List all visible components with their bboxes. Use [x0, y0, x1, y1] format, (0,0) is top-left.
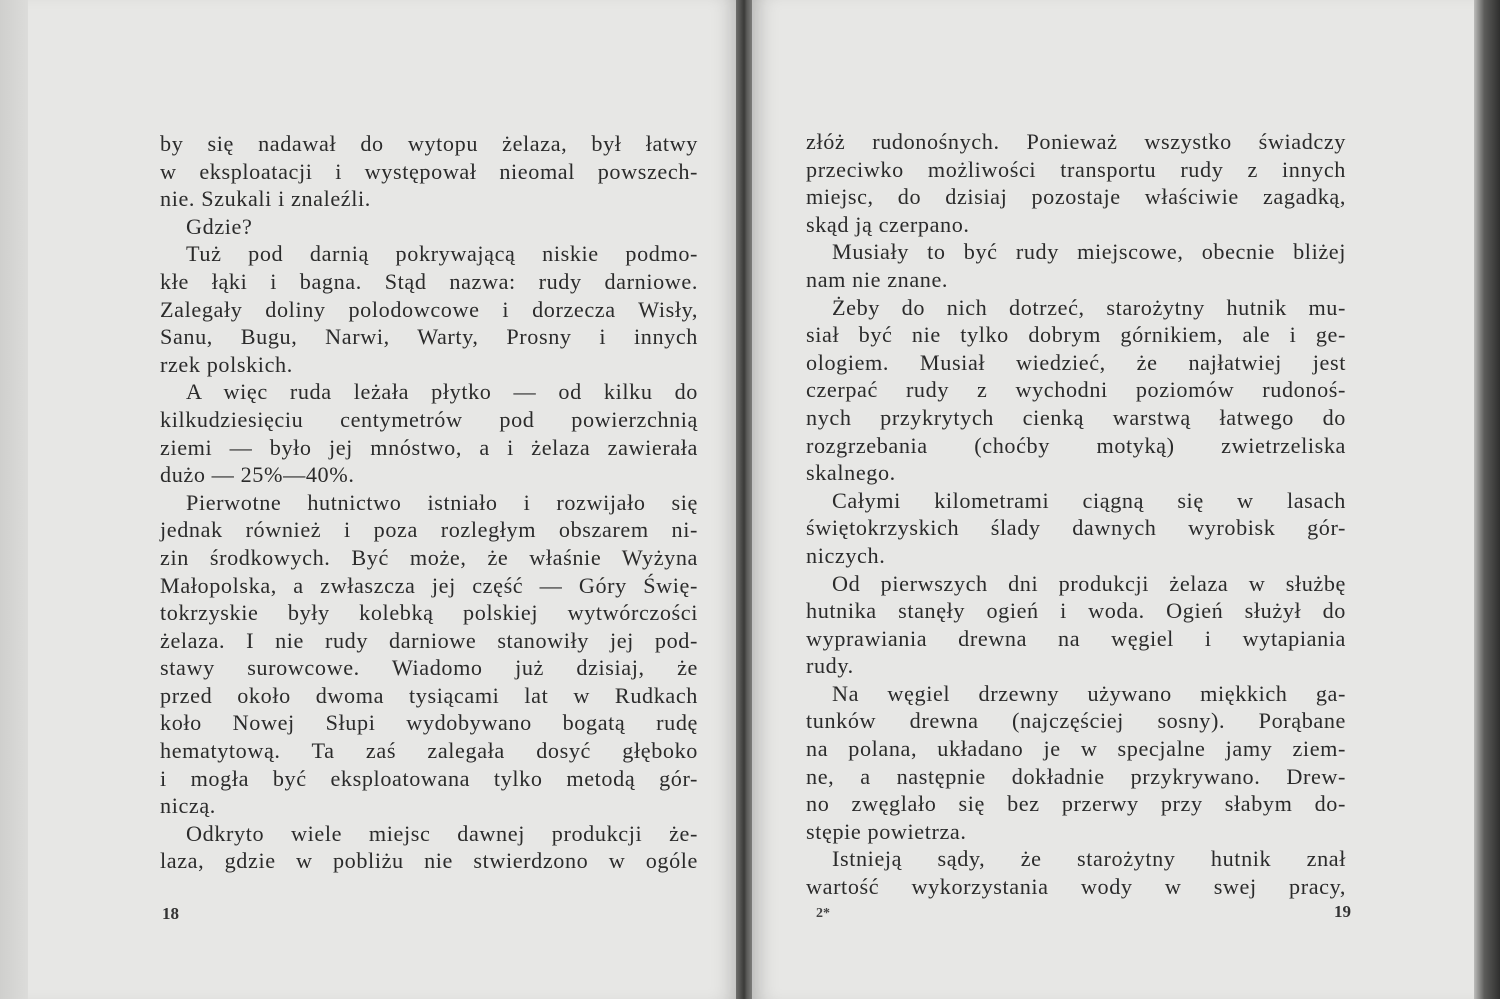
text-line: czerpać rudy z wychodni poziomów rudonoś-: [806, 377, 1346, 403]
text-line: wyprawiania drewna na węgiel i wytapiania: [806, 625, 1346, 651]
text-line: nie. Szukali i znaleźli.: [160, 186, 371, 212]
text-line: Odkryto wiele miejsc dawnej produkcji że-: [186, 820, 698, 846]
right-page-number: 19: [1334, 902, 1351, 921]
text-line: skąd ją czerpano.: [806, 211, 970, 237]
text-line: wartość wykorzystania wody w swej pracy,: [806, 874, 1346, 900]
text-line: rzek polskich.: [160, 351, 293, 377]
text-line: nam nie znane.: [806, 266, 949, 292]
text-line: miejsc, do dzisiaj pozostaje właściwie zagadką,: [806, 184, 1346, 210]
text-line: Zalegały doliny polodowcowe i dorzecza Wisły,: [160, 296, 698, 322]
text-line: siał być nie tylko dobrym górnikiem, ale i ge-: [806, 322, 1346, 348]
text-line: Od pierwszych dni produkcji żelaza w służbę: [832, 570, 1346, 596]
text-line: laza, gdzie w pobliżu nie stwierdzono w ogóle: [160, 848, 698, 874]
text-line: nych przykrytych cienką warstwą łatwego do: [806, 404, 1346, 430]
text-line: Musiały to być rudy miejscowe, obecnie bliżej: [832, 239, 1346, 265]
text-line: rozgrzebania (choćby motyką) zwietrzeliska: [806, 432, 1346, 458]
text-line: przed około dwoma tysiącami lat w Rudkach: [160, 682, 698, 708]
text-line: w eksploatacji i występował nieomal powszech-: [160, 158, 698, 184]
text-line: Na węgiel drzewny używano miękkich ga-: [832, 680, 1346, 706]
text-line: koło Nowej Słupi wydobywano bogatą rudę: [160, 710, 698, 736]
text-line: Gdzie?: [186, 213, 253, 239]
text-line: ziemi — było jej mnóstwo, a i żelaza zawierała: [160, 434, 698, 460]
text-line: świętokrzyskich ślady dawnych wyrobisk gór-: [806, 515, 1346, 541]
text-line: kłe łąki i bagna. Stąd nazwa: rudy darniowe.: [160, 268, 698, 294]
text-line: na polana, układano je w specjalne jamy ziem-: [806, 736, 1346, 762]
left-book-edge: [0, 0, 28, 999]
text-line: Tuż pod darnią pokrywającą niskie podmo-: [186, 241, 698, 267]
text-line: Żeby do nich dotrzeć, starożytny hutnik mu-: [832, 294, 1346, 320]
text-line: Całymi kilometrami ciągną się w lasach: [832, 487, 1346, 513]
left-page-text: [160, 130, 698, 875]
text-line: stawy surowcowe. Wiadomo już dzisiaj, że: [160, 655, 698, 681]
text-line: Małopolska, a zwłaszcza jej część — Góry Świę-: [160, 572, 698, 598]
text-line: A więc ruda leżała płytko — od kilku do: [186, 379, 698, 405]
text-line: żelaza. I nie rudy darniowe stanowiły jej pod-: [160, 627, 698, 653]
text-line: ne, a następnie dokładnie przykrywano. Drew-: [806, 763, 1346, 789]
text-line: ologiem. Musiał wiedzieć, że najłatwiej jest: [806, 349, 1346, 375]
text-line: niczych.: [806, 542, 886, 568]
signature-mark: 2*: [816, 906, 830, 921]
text-line: przeciwko możliwości transportu rudy z innych: [806, 156, 1346, 182]
text-line: hematytową. Ta zaś zalegała dosyć głęboko: [160, 738, 698, 764]
text-line: kilkudziesięciu centymetrów pod powierzchnią: [160, 406, 698, 432]
left-page-number: 18: [162, 904, 179, 923]
text-line: skalnego.: [806, 460, 896, 486]
text-line: Sanu, Bugu, Narwi, Warty, Prosny i innych: [160, 324, 698, 350]
text-line: jednak również i poza rozległym obszarem ni-: [160, 517, 698, 543]
text-line: Istnieją sądy, że starożytny hutnik znał: [832, 846, 1346, 872]
text-line: stępie powietrza.: [806, 818, 967, 844]
text-line: tunków drewna (najczęściej sosny). Porąbane: [806, 708, 1346, 734]
text-line: hutnika stanęły ogień i woda. Ogień służył do: [806, 598, 1346, 624]
right-page-text: [806, 128, 1346, 901]
text-line: Pierwotne hutnictwo istniało i rozwijało się: [186, 489, 698, 515]
text-line: zin środkowych. Być może, że właśnie Wyżyna: [160, 544, 698, 570]
text-line: no zwęglało się bez przerwy przy słabym do-: [806, 791, 1346, 817]
text-line: niczą.: [160, 793, 216, 819]
text-line: złóż rudonośnych. Ponieważ wszystko świadczy: [806, 129, 1346, 154]
right-book-edge: [1474, 0, 1500, 999]
text-line: by się nadawał do wytopu żelaza, był łatwy: [160, 131, 698, 156]
text-line: dużo — 25%—40%.: [160, 462, 355, 488]
text-line: i mogła być eksploatowana tylko metodą gór-: [160, 765, 698, 791]
text-line: tokrzyskie były kolebką polskiej wytwórczości: [160, 600, 698, 626]
text-line: rudy.: [806, 653, 854, 679]
